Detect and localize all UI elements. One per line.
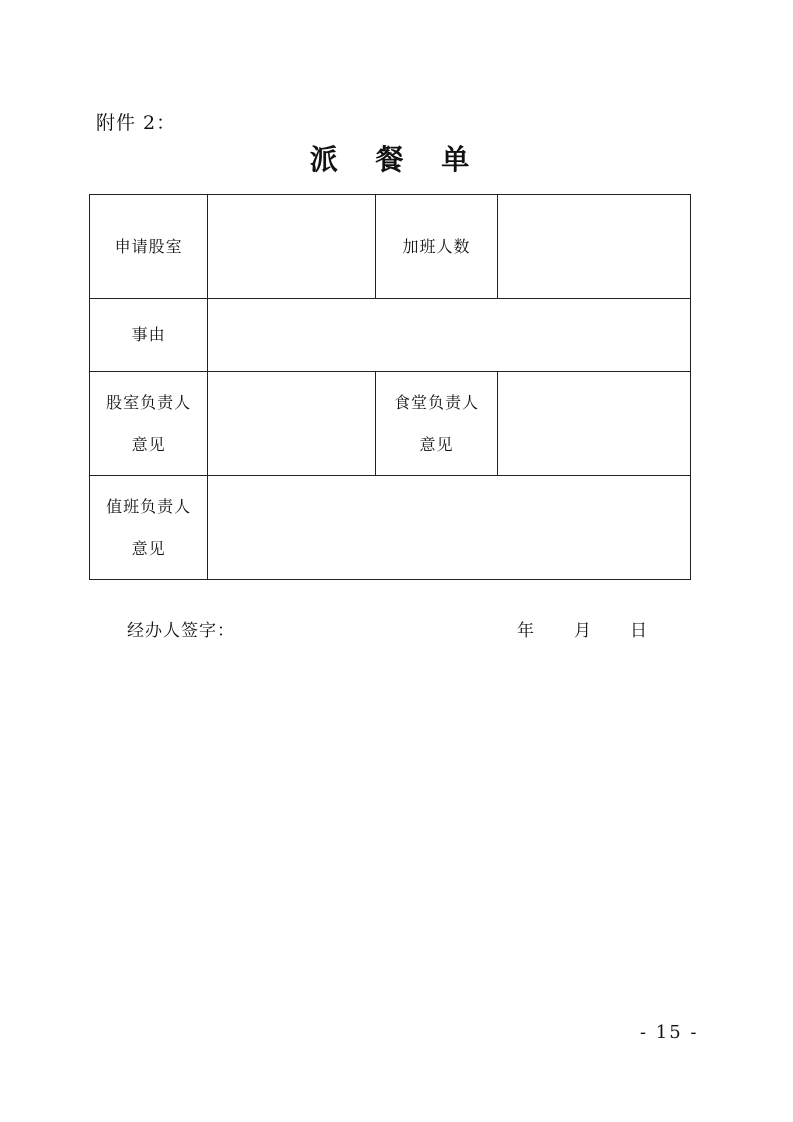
canteen-head-label-line2: 意见 — [419, 434, 454, 454]
form-row-opinions — [90, 372, 691, 476]
canteen-head-opinion-label-cell — [376, 372, 497, 476]
form-row-department — [90, 195, 691, 299]
department-value-cell[interactable] — [208, 195, 376, 299]
reason-label: 事由 — [131, 325, 166, 344]
signer-label: 经办人签字： — [127, 621, 235, 641]
department-label-cell — [90, 195, 208, 299]
overtime-count-label: 加班人数 — [402, 236, 471, 256]
form-title: 派 餐 单 — [309, 143, 484, 176]
duty-head-opinion-value-cell[interactable] — [208, 476, 691, 580]
day-label: 日 — [630, 621, 647, 641]
department-head-opinion-label-cell — [90, 372, 208, 476]
canteen-head-label-line1: 食堂负责人 — [394, 392, 480, 412]
reason-label-cell — [90, 299, 208, 372]
year-label: 年 — [517, 621, 534, 641]
overtime-count-label-cell — [376, 195, 497, 299]
duty-head-opinion-label-cell — [90, 476, 208, 580]
form-row-duty-head — [90, 476, 691, 580]
form-row-reason — [90, 299, 691, 372]
attachment-label: 附件 2： — [96, 112, 177, 134]
reason-value-cell[interactable] — [208, 299, 691, 372]
duty-head-label-line1: 值班负责人 — [106, 496, 192, 516]
department-head-opinion-value-cell[interactable] — [208, 372, 376, 476]
department-label: 申请股室 — [114, 236, 183, 256]
department-head-label-line1: 股室负责人 — [106, 392, 192, 412]
month-label: 月 — [574, 621, 591, 641]
meal-order-form-table — [89, 194, 691, 580]
page-number: - 15 - — [640, 1022, 699, 1043]
duty-head-label-line2: 意见 — [131, 538, 166, 558]
department-head-label-line2: 意见 — [131, 434, 166, 454]
canteen-head-opinion-value-cell[interactable] — [497, 372, 690, 476]
overtime-count-value-cell[interactable] — [497, 195, 690, 299]
